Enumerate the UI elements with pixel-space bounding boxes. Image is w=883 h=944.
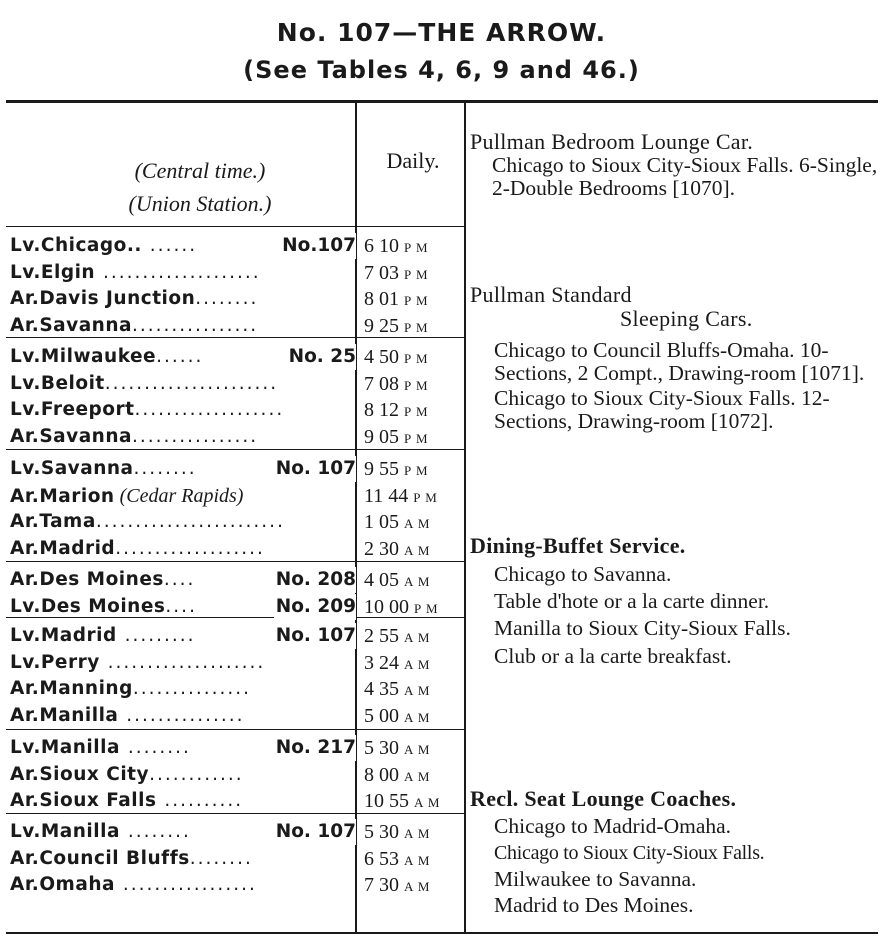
time-value: 4 35 [364,678,404,700]
leader-dots: ........ [119,737,191,758]
station-name: Ar.Savanna [10,425,133,447]
station-row [10,872,356,898]
station-row [10,567,356,593]
standard-text-2: Chicago to Sioux City-Sioux Falls. 12-Sections, Drawing-room [1072]. [494,386,830,433]
leader-dots: .................... [99,651,266,673]
leader-dots: ................ [132,425,259,447]
leader-dots: ........ [119,821,191,842]
station-name: Ar.Manning [10,678,133,699]
am-pm-marker: P M [404,377,429,393]
departure-time [358,286,464,312]
station-name: Lv.Elgin [10,261,96,283]
am-pm-marker: P M [404,240,429,255]
am-pm-marker: A M [404,768,431,784]
station-row [10,846,356,872]
dining-section [470,534,880,668]
timetable-title: No. 107—THE ARROW. [276,18,607,47]
leader-dots: ............... [118,704,245,726]
group-rule [6,729,466,730]
train-number: No. 107 [274,456,356,482]
time-value: 9 55 [364,458,404,480]
union-station-label: (Union Station.) [128,191,272,216]
station-name: Ar.Savanna [10,314,133,336]
am-pm-marker: A M [404,516,431,531]
time-value: 4 50 [364,346,404,368]
station-row [10,788,356,814]
time-value: 5 30 [364,821,404,843]
time-value: 1 05 [364,511,404,533]
time-value: 7 30 [364,874,404,896]
am-pm-marker: P M [404,293,429,308]
time-value: 8 00 [364,763,404,786]
am-pm-marker: P M [404,319,429,335]
am-pm-marker: A M [404,574,431,589]
station-name: Ar.Madrid [10,537,116,559]
am-pm-marker: A M [404,852,431,868]
departure-time [358,788,464,814]
station-name: Ar.Omaha [10,874,115,895]
station-row [10,371,356,397]
am-pm-marker: A M [404,879,431,894]
coach-line-4: Madrid to Des Moines. [494,893,694,917]
coach-heading: Recl. Seat Lounge Coaches. [470,786,737,811]
departure-time [358,676,464,702]
station-row [10,735,356,761]
station-note: (Cedar Rapids) [114,484,244,507]
time-value: 5 30 [364,737,404,759]
departure-time [358,846,464,872]
departure-time [358,424,464,450]
station-name: Lv.Savanna [10,458,134,479]
dining-line-4: Club or a la carte breakfast. [494,644,732,668]
am-pm-marker: A M [404,630,431,645]
leader-dots: ...................... [104,372,279,394]
time-value: 6 10 [364,235,404,257]
leader-dots: ...... [156,346,204,367]
departure-time [358,650,464,676]
station-row [10,819,356,845]
station-row [10,703,356,729]
station-row [10,623,356,649]
departure-time [358,735,464,761]
departure-time [358,313,464,339]
dining-heading: Dining-Buffet Service. [470,533,686,558]
station-name: Ar.Davis Junction [10,288,196,309]
time-value: 10 55 [364,790,414,812]
leader-dots: ...... [141,235,198,256]
timetable-subtitle: (See Tables 4, 6, 9 and 46.) [243,56,640,84]
departure-time [358,623,464,649]
leader-dots: ........ [195,288,259,309]
am-pm-marker: A M [404,826,431,841]
am-pm-marker: A M [404,709,431,725]
am-pm-marker: A M [414,795,441,810]
time-value: 4 05 [364,569,404,591]
departure-time [358,567,464,593]
coach-line-2: Chicago to Sioux City-Sioux Falls. [494,842,765,864]
coach-section [470,787,880,917]
station-name: Ar.Tama [10,511,96,532]
station-row [10,397,356,423]
leader-dots: ........................ [95,511,285,532]
top-rule [6,100,878,103]
train-number: No. 209 [274,594,356,620]
departure-time [358,703,464,729]
station-row [10,483,356,509]
station-name: Ar.Manilla [10,704,119,726]
departure-time [358,456,464,482]
station-name: Lv.Perry [10,651,100,673]
station-row [10,233,356,259]
leader-dots: ................. [114,874,257,895]
station-name: Ar.Sioux Falls [10,790,157,811]
station-name: Ar.Des Moines [10,569,164,590]
station-name: Ar.Council Bluffs [10,847,190,869]
am-pm-marker: P M [404,430,429,446]
am-pm-marker: P M [404,463,429,478]
am-pm-marker: P M [414,600,439,616]
station-row [10,509,356,535]
train-number: No.107 [280,233,356,259]
departure-time [358,509,464,535]
station-name: Lv.Milwaukee [10,346,157,367]
am-pm-marker: P M [404,404,429,419]
time-value: 8 01 [364,288,404,310]
am-pm-marker: P M [404,351,429,366]
bottom-rule [6,932,878,934]
station-row [10,594,356,620]
time-value: 11 44 [364,484,414,507]
train-number: No. 217 [274,735,356,761]
station-name: Lv.Manilla [10,737,120,758]
time-value: 5 00 [364,704,404,727]
central-time-label: (Central time.) [134,158,266,183]
time-value: 9 25 [364,314,404,337]
bedroom-text: Chicago to Sioux City-Sioux Falls. 6-Single, 2-Double Bedrooms [1070]. [492,153,878,200]
dining-line-2: Table d'hote or a la carte dinner. [494,589,770,613]
station-row [10,676,356,702]
station-name: Lv.Chicago.. [10,235,142,256]
standard-text-1: Chicago to Council Bluffs-Omaha. 10-Sections, 2 Compt., Drawing-room [1071]. [494,338,865,385]
standard-heading-2: Sleeping Cars. [620,306,753,331]
departure-time [358,594,464,620]
station-name: Lv.Manilla [10,821,120,842]
standard-section [470,283,880,433]
time-value: 6 53 [364,847,404,870]
time-value: 10 00 [364,595,414,618]
time-value: 9 05 [364,425,404,448]
time-value: 3 24 [364,651,404,674]
departure-time [358,872,464,898]
column-divider-right [464,103,466,932]
departure-time [358,819,464,845]
departure-time [358,536,464,562]
leader-dots: ............... [132,678,252,699]
leader-dots: ............ [149,763,244,785]
station-name: Lv.Beloit [10,372,105,394]
leader-dots: .... [163,569,196,590]
leader-dots: .................... [95,261,261,283]
daily-header: Daily. [386,148,440,173]
departure-time [358,260,464,286]
leader-dots: ................ [132,314,259,336]
station-row [10,260,356,286]
station-row [10,286,356,312]
train-number: No. 107 [274,819,356,845]
station-row [10,424,356,450]
am-pm-marker: A M [404,542,431,558]
time-value: 8 12 [364,399,404,421]
am-pm-marker: P M [413,489,438,505]
bedroom-section [470,130,880,200]
am-pm-marker: A M [404,683,431,698]
am-pm-marker: A M [404,656,431,672]
station-row [10,762,356,788]
leader-dots: ......... [116,625,196,646]
time-value: 7 08 [364,372,404,395]
train-number: No. 208 [274,567,356,593]
time-value: 2 55 [364,625,404,647]
coach-line-3: Milwaukee to Savanna. [494,867,697,891]
dining-line-3: Manilla to Sioux City-Sioux Falls. [494,616,791,640]
station-name: Lv.Madrid [10,625,117,646]
leader-dots: .......... [156,790,244,811]
leader-dots: .... [165,595,197,617]
train-number: No. 107 [274,623,356,649]
station-row [10,650,356,676]
station-name: Ar.Sioux City [10,763,150,785]
departure-time [358,483,464,509]
am-pm-marker: P M [404,266,429,282]
departure-time [358,397,464,423]
time-value: 7 03 [364,261,404,284]
station-name: Ar.Marion [10,485,115,507]
departure-time [358,344,464,370]
train-number: No. 25 [287,344,356,370]
departure-time [358,762,464,788]
station-name: Lv.Freeport [10,399,135,420]
time-value: 2 30 [364,537,404,560]
bedroom-heading: Pullman Bedroom Lounge Car. [470,129,754,154]
header-rule [6,226,466,227]
station-name: Lv.Des Moines [10,595,166,617]
departure-time [358,371,464,397]
dining-line-1: Chicago to Savanna. [494,562,672,586]
station-row [10,313,356,339]
departure-time [358,233,464,259]
station-row [10,536,356,562]
standard-heading-1: Pullman Standard [470,282,632,307]
station-row [10,456,356,482]
coach-line-1: Chicago to Madrid-Omaha. [494,814,732,838]
leader-dots: ........ [189,847,253,869]
am-pm-marker: A M [404,742,431,757]
leader-dots: ........ [133,458,197,479]
station-row [10,344,356,370]
leader-dots: ................... [115,537,265,559]
leader-dots: ................... [134,399,285,420]
